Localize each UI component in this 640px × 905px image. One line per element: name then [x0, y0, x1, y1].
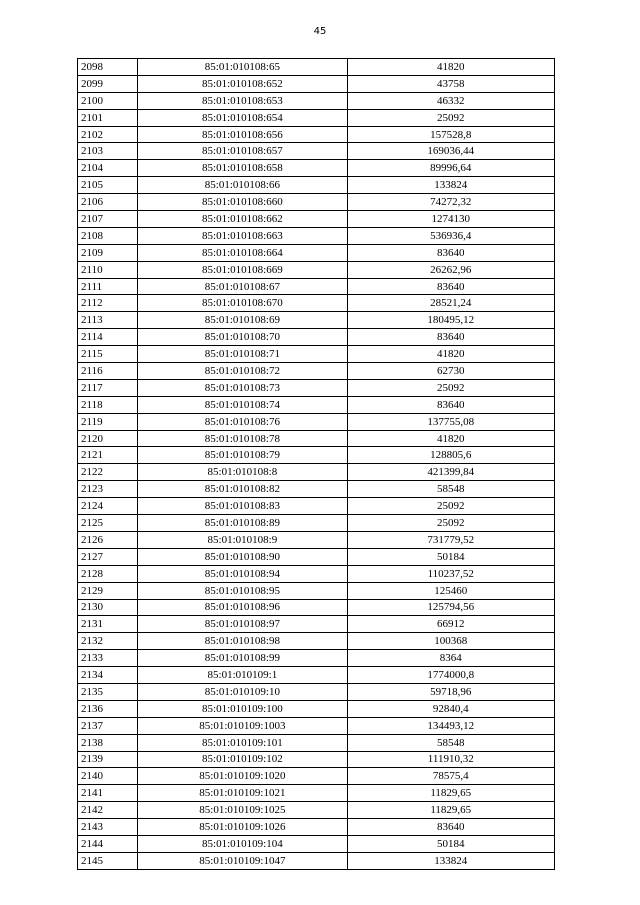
- cadastral-number-cell: 85:01:010108:69: [138, 312, 347, 329]
- table-row: [78, 515, 555, 532]
- row-number-cell: 2127: [78, 548, 138, 565]
- value-cell: 58548: [347, 734, 554, 751]
- row-number-cell: 2116: [78, 363, 138, 380]
- cadastral-number-cell: 85:01:010109:1: [138, 667, 347, 684]
- value-cell: 41820: [347, 59, 554, 76]
- table-row: [78, 464, 555, 481]
- row-number-cell: 2100: [78, 92, 138, 109]
- row-number-cell: 2122: [78, 464, 138, 481]
- cadastral-number-cell: 85:01:010108:94: [138, 565, 347, 582]
- row-number-cell: 2123: [78, 481, 138, 498]
- cadastral-number-cell: 85:01:010108:89: [138, 515, 347, 532]
- table-row: [78, 160, 555, 177]
- row-number-cell: 2144: [78, 835, 138, 852]
- table-row: [78, 700, 555, 717]
- value-cell: 125460: [347, 582, 554, 599]
- row-number-cell: 2135: [78, 683, 138, 700]
- row-number-cell: 2105: [78, 177, 138, 194]
- page-number: 45: [313, 26, 327, 37]
- cadastral-number-cell: 85:01:010108:663: [138, 227, 347, 244]
- cadastral-number-cell: 85:01:010108:9: [138, 531, 347, 548]
- row-number-cell: 2101: [78, 109, 138, 126]
- value-cell: 25092: [347, 109, 554, 126]
- table-row: [78, 59, 555, 76]
- table-row: [78, 717, 555, 734]
- cadastral-number-cell: 85:01:010108:90: [138, 548, 347, 565]
- value-cell: 28521,24: [347, 295, 554, 312]
- value-cell: 25092: [347, 498, 554, 515]
- table-row: [78, 379, 555, 396]
- table-row: [78, 667, 555, 684]
- row-number-cell: 2143: [78, 819, 138, 836]
- table-row: [78, 363, 555, 380]
- row-number-cell: 2125: [78, 515, 138, 532]
- row-number-cell: 2118: [78, 396, 138, 413]
- table-row: [78, 244, 555, 261]
- table-row: [78, 295, 555, 312]
- cadastral-number-cell: 85:01:010108:653: [138, 92, 347, 109]
- value-cell: 50184: [347, 835, 554, 852]
- value-cell: 62730: [347, 363, 554, 380]
- value-cell: 58548: [347, 481, 554, 498]
- value-cell: 111910,32: [347, 751, 554, 768]
- cadastral-number-cell: 85:01:010108:82: [138, 481, 347, 498]
- row-number-cell: 2142: [78, 802, 138, 819]
- row-number-cell: 2117: [78, 379, 138, 396]
- cadastral-number-cell: 85:01:010108:96: [138, 599, 347, 616]
- cadastral-number-cell: 85:01:010108:99: [138, 650, 347, 667]
- value-cell: 66912: [347, 616, 554, 633]
- value-cell: 1274130: [347, 211, 554, 228]
- value-cell: 11829,65: [347, 802, 554, 819]
- cadastral-number-cell: 85:01:010108:66: [138, 177, 347, 194]
- value-cell: 169036,44: [347, 143, 554, 160]
- cadastral-number-cell: 85:01:010108:65: [138, 59, 347, 76]
- table-row: [78, 819, 555, 836]
- table-row: [78, 548, 555, 565]
- value-cell: 25092: [347, 515, 554, 532]
- row-number-cell: 2139: [78, 751, 138, 768]
- table-row: [78, 278, 555, 295]
- table-row: [78, 835, 555, 852]
- cadastral-number-cell: 85:01:010108:656: [138, 126, 347, 143]
- cadastral-number-cell: 85:01:010109:10: [138, 683, 347, 700]
- table-row: [78, 312, 555, 329]
- cadastral-number-cell: 85:01:010108:79: [138, 447, 347, 464]
- value-cell: 78575,4: [347, 768, 554, 785]
- table-row: [78, 329, 555, 346]
- cadastral-number-cell: 85:01:010108:658: [138, 160, 347, 177]
- row-number-cell: 2113: [78, 312, 138, 329]
- value-cell: 83640: [347, 329, 554, 346]
- table-row: [78, 126, 555, 143]
- value-cell: 1774000,8: [347, 667, 554, 684]
- cadastral-number-cell: 85:01:010109:1020: [138, 768, 347, 785]
- value-cell: 125794,56: [347, 599, 554, 616]
- row-number-cell: 2137: [78, 717, 138, 734]
- row-number-cell: 2104: [78, 160, 138, 177]
- row-number-cell: 2133: [78, 650, 138, 667]
- row-number-cell: 2107: [78, 211, 138, 228]
- table-row: [78, 531, 555, 548]
- row-number-cell: 2138: [78, 734, 138, 751]
- row-number-cell: 2114: [78, 329, 138, 346]
- value-cell: 50184: [347, 548, 554, 565]
- row-number-cell: 2136: [78, 700, 138, 717]
- cadastral-value-table: [77, 58, 555, 870]
- row-number-cell: 2126: [78, 531, 138, 548]
- value-cell: 83640: [347, 278, 554, 295]
- table-row: [78, 802, 555, 819]
- cadastral-number-cell: 85:01:010108:71: [138, 346, 347, 363]
- table-row: [78, 616, 555, 633]
- row-number-cell: 2102: [78, 126, 138, 143]
- value-cell: 83640: [347, 819, 554, 836]
- cadastral-number-cell: 85:01:010108:670: [138, 295, 347, 312]
- row-number-cell: 2110: [78, 261, 138, 278]
- value-cell: 89996,64: [347, 160, 554, 177]
- row-number-cell: 2109: [78, 244, 138, 261]
- value-cell: 41820: [347, 346, 554, 363]
- table-row: [78, 683, 555, 700]
- row-number-cell: 2108: [78, 227, 138, 244]
- cadastral-number-cell: 85:01:010108:72: [138, 363, 347, 380]
- value-cell: 157528,8: [347, 126, 554, 143]
- table-row: [78, 413, 555, 430]
- row-number-cell: 2120: [78, 430, 138, 447]
- cadastral-number-cell: 85:01:010109:100: [138, 700, 347, 717]
- table-row: [78, 852, 555, 869]
- value-cell: 83640: [347, 244, 554, 261]
- table-row: [78, 227, 555, 244]
- cadastral-number-cell: 85:01:010109:102: [138, 751, 347, 768]
- cadastral-number-cell: 85:01:010108:652: [138, 75, 347, 92]
- value-cell: 731779,52: [347, 531, 554, 548]
- table-row: [78, 109, 555, 126]
- value-cell: 25092: [347, 379, 554, 396]
- value-cell: 110237,52: [347, 565, 554, 582]
- cadastral-number-cell: 85:01:010108:78: [138, 430, 347, 447]
- table-row: [78, 430, 555, 447]
- cadastral-number-cell: 85:01:010109:1003: [138, 717, 347, 734]
- value-cell: 100368: [347, 633, 554, 650]
- cadastral-number-cell: 85:01:010108:654: [138, 109, 347, 126]
- table-row: [78, 751, 555, 768]
- row-number-cell: 2134: [78, 667, 138, 684]
- table-row: [78, 75, 555, 92]
- cadastral-number-cell: 85:01:010109:104: [138, 835, 347, 852]
- row-number-cell: 2140: [78, 768, 138, 785]
- cadastral-number-cell: 85:01:010108:660: [138, 194, 347, 211]
- cadastral-number-cell: 85:01:010108:76: [138, 413, 347, 430]
- table-row: [78, 261, 555, 278]
- table-row: [78, 734, 555, 751]
- value-cell: 74272,32: [347, 194, 554, 211]
- table-row: [78, 447, 555, 464]
- table-row: [78, 92, 555, 109]
- row-number-cell: 2124: [78, 498, 138, 515]
- table-body: [78, 59, 555, 870]
- table-row: [78, 211, 555, 228]
- table-row: [78, 396, 555, 413]
- row-number-cell: 2131: [78, 616, 138, 633]
- row-number-cell: 2103: [78, 143, 138, 160]
- row-number-cell: 2115: [78, 346, 138, 363]
- row-number-cell: 2111: [78, 278, 138, 295]
- value-cell: 137755,08: [347, 413, 554, 430]
- table-row: [78, 565, 555, 582]
- value-cell: 46332: [347, 92, 554, 109]
- value-cell: 26262,96: [347, 261, 554, 278]
- value-cell: 8364: [347, 650, 554, 667]
- row-number-cell: 2128: [78, 565, 138, 582]
- table-row: [78, 194, 555, 211]
- table-row: [78, 346, 555, 363]
- row-number-cell: 2098: [78, 59, 138, 76]
- table-row: [78, 582, 555, 599]
- table-row: [78, 768, 555, 785]
- row-number-cell: 2130: [78, 599, 138, 616]
- value-cell: 133824: [347, 177, 554, 194]
- cadastral-number-cell: 85:01:010108:83: [138, 498, 347, 515]
- cadastral-number-cell: 85:01:010108:664: [138, 244, 347, 261]
- value-cell: 43758: [347, 75, 554, 92]
- table-row: [78, 650, 555, 667]
- row-number-cell: 2112: [78, 295, 138, 312]
- cadastral-number-cell: 85:01:010109:1025: [138, 802, 347, 819]
- table-row: [78, 498, 555, 515]
- table-row: [78, 785, 555, 802]
- row-number-cell: 2099: [78, 75, 138, 92]
- row-number-cell: 2121: [78, 447, 138, 464]
- cadastral-number-cell: 85:01:010109:1021: [138, 785, 347, 802]
- cadastral-number-cell: 85:01:010108:662: [138, 211, 347, 228]
- cadastral-number-cell: 85:01:010108:67: [138, 278, 347, 295]
- cadastral-number-cell: 85:01:010108:73: [138, 379, 347, 396]
- value-cell: 128805,6: [347, 447, 554, 464]
- row-number-cell: 2145: [78, 852, 138, 869]
- cadastral-number-cell: 85:01:010108:657: [138, 143, 347, 160]
- row-number-cell: 2141: [78, 785, 138, 802]
- table-row: [78, 143, 555, 160]
- value-cell: 133824: [347, 852, 554, 869]
- row-number-cell: 2129: [78, 582, 138, 599]
- value-cell: 11829,65: [347, 785, 554, 802]
- row-number-cell: 2119: [78, 413, 138, 430]
- value-cell: 134493,12: [347, 717, 554, 734]
- table-row: [78, 599, 555, 616]
- row-number-cell: 2106: [78, 194, 138, 211]
- value-cell: 180495,12: [347, 312, 554, 329]
- cadastral-number-cell: 85:01:010108:8: [138, 464, 347, 481]
- table-row: [78, 177, 555, 194]
- value-cell: 92840,4: [347, 700, 554, 717]
- row-number-cell: 2132: [78, 633, 138, 650]
- cadastral-number-cell: 85:01:010109:1047: [138, 852, 347, 869]
- cadastral-number-cell: 85:01:010109:101: [138, 734, 347, 751]
- cadastral-number-cell: 85:01:010108:95: [138, 582, 347, 599]
- cadastral-number-cell: 85:01:010108:98: [138, 633, 347, 650]
- cadastral-number-cell: 85:01:010108:669: [138, 261, 347, 278]
- table-row: [78, 481, 555, 498]
- value-cell: 83640: [347, 396, 554, 413]
- value-cell: 41820: [347, 430, 554, 447]
- cadastral-number-cell: 85:01:010108:70: [138, 329, 347, 346]
- value-cell: 59718,96: [347, 683, 554, 700]
- value-cell: 536936,4: [347, 227, 554, 244]
- table-row: [78, 633, 555, 650]
- value-cell: 421399,84: [347, 464, 554, 481]
- cadastral-number-cell: 85:01:010109:1026: [138, 819, 347, 836]
- cadastral-number-cell: 85:01:010108:97: [138, 616, 347, 633]
- cadastral-number-cell: 85:01:010108:74: [138, 396, 347, 413]
